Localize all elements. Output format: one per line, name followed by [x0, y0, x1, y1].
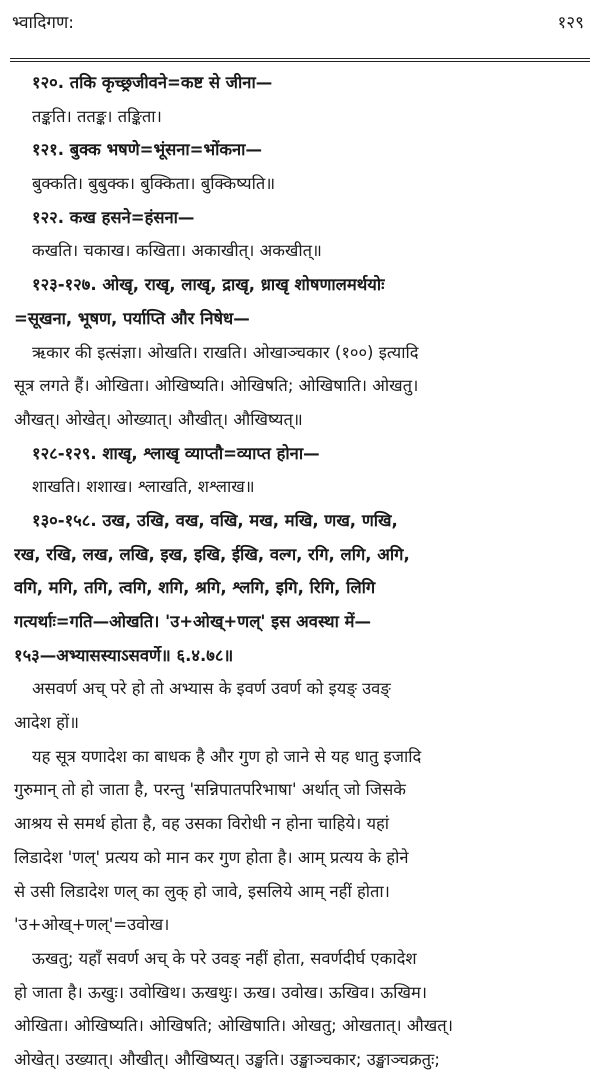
page-header [12, 6, 588, 36]
text-line: लिडादेश 'णल्' प्रत्यय को मान कर गुण होता है। आम् प्रत्यय के होने [14, 847, 409, 867]
page-body [14, 66, 586, 1077]
heading-line: =सूखना, भूषण, पर्याप्ति और निषेध— [14, 308, 250, 328]
heading-line: वगि, मगि, तगि, त्वगि, शगि, श्रगि, श्लगि, इगि, रिगि, लिगि [14, 578, 376, 598]
text-line: ओखेत्। उख्यात्। औखीत्। औखिष्यत्। उङ्खति। उङ्खाञ्चकार; उङ्खाञ्चक्रतुः; [14, 1049, 440, 1069]
header-rule-top [10, 58, 590, 59]
text-line: से उसी लिडादेश णल् का लुक् हो जावे, इसलिये आम् नहीं होता। [14, 881, 390, 901]
text-line: बुक्कति। बुबुक्क। बुक्किता। बुक्किष्यति॥ [32, 174, 276, 194]
chapter-title: भ्वादिगण: [12, 13, 74, 33]
text-line: 'उ+ओख्+णल्'=उवोख। [14, 915, 170, 935]
text-line: ओखिता। ओखिष्यति। ओखिषति; ओखिषाति। ओखतु; ओखतात्। औखत्। [14, 1016, 453, 1036]
heading-line: १२२. कख हसने=हंसना— [32, 207, 195, 227]
text-line: औखत्। ओखेत्। ओख्यात्। औखीत्। औखिष्यत्॥ [14, 409, 303, 429]
text-line: गुरुमान् तो हो जाता है, परन्तु 'सन्निपातपरिभाषा' अर्थात् जो जिसके [14, 780, 406, 800]
text-line: आदेश हों॥ [14, 713, 80, 733]
heading-line: १२८-१२९. शाखृ, श्लाखृ व्याप्तौ=व्याप्त होना— [32, 443, 320, 463]
heading-line: रख, रखि, लख, लखि, इख, इखि, ईखि, वल्ग, रगि, लगि, अगि, [14, 544, 410, 564]
heading-line: १३०-१५८. उख, उखि, वख, वखि, मख, मखि, णख, णखि, [32, 510, 398, 530]
page-number: १२९ [557, 13, 584, 33]
text-line: शाखति। शशाख। श्लाखति, शश्लाख॥ [32, 477, 255, 497]
text-line: सूत्र लगते हैं। ओखिता। ओखिष्यति। ओखिषति; ओखिषाति। ओखतु। [14, 376, 419, 396]
text-line: आश्रय से समर्थ होता है, वह उसका विरोधी न होना चाहिये। यहां [14, 814, 390, 834]
text-line: यह सूत्र यणादेश का बाधक है और गुण हो जाने से यह धातु इजादि [32, 746, 422, 766]
heading-line: १५३—अभ्यासस्याऽसवर्णे॥ ६.४.७८॥ [14, 645, 234, 665]
heading-line: १२३-१२७. ओखृ, राखृ, लाखृ, द्राखृ, ध्राखृ शोषणालमर्थयोः [32, 275, 385, 295]
heading-line: १२१. बुक्क भषणे=भूंसना=भोंकना— [32, 140, 262, 160]
text-line: कखति। चकाख। कखिता। अकाखीत्। अकखीत्॥ [32, 241, 322, 261]
text-line: असवर्ण अच् परे हो तो अभ्यास के इवर्ण उवर्ण को इयङ् उवङ् [32, 679, 391, 699]
heading-line: गत्यर्थाः=गति—ओखति। 'उ+ओख्+णल्' इस अवस्था में— [14, 612, 371, 631]
text-line: तङ्कति। ततङ्क। तङ्किता। [32, 106, 162, 126]
text-line: ऋकार की इत्संज्ञा। ओखति। राखति। ओखाञ्चकार (१००) इत्यादि [32, 342, 419, 362]
text-line: हो जाता है। ऊखुः। उवोखिथ। ऊखथुः। ऊख। उवोख। ऊखिव। ऊखिम। [14, 982, 428, 1002]
header-rule-bottom [10, 61, 590, 62]
text-line: ऊखतु; यहाँ सवर्ण अच् के परे उवङ् नहीं होता, सवर्णदीर्घ एकादेश [32, 948, 417, 968]
heading-line: १२०. तकि कृच्छ्रजीवने=कष्ट से जीना— [32, 73, 273, 92]
